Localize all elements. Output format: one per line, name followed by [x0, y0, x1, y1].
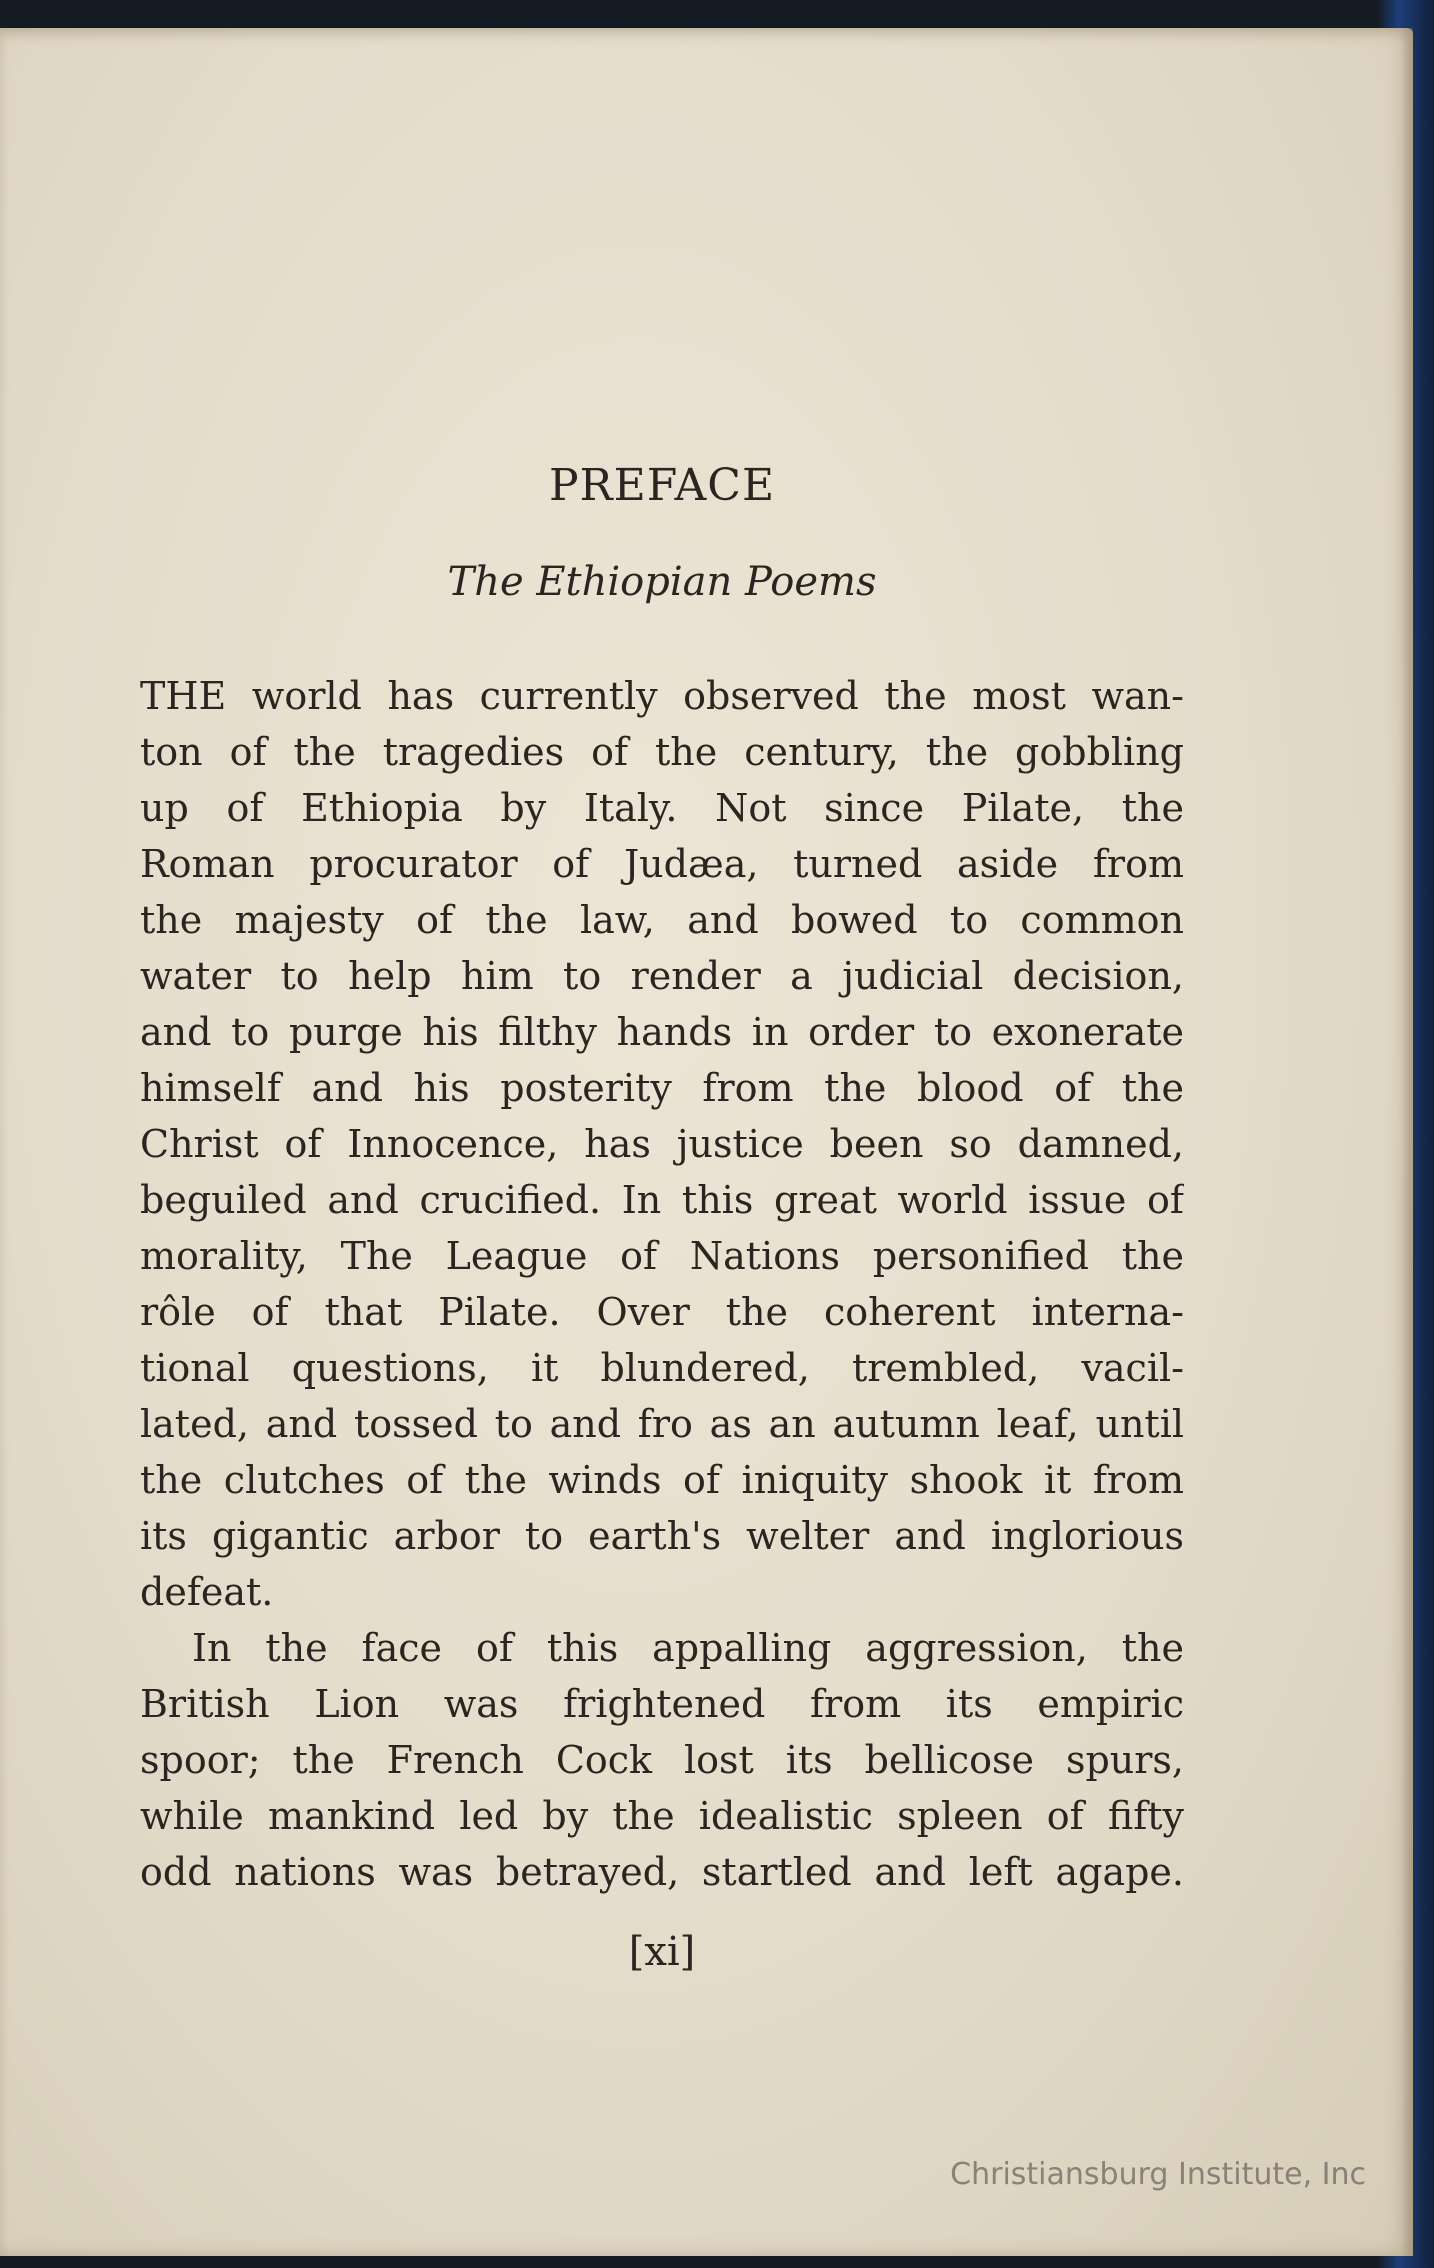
text-line: Christ of Innocence, has justice been so damned, — [140, 1122, 1184, 1166]
text-line: spoor; the French Cock lost its bellicose spurs, — [140, 1738, 1184, 1782]
book-page — [0, 28, 1413, 2256]
text-line: In the face of this appalling aggression, the — [192, 1626, 1184, 1670]
body-text — [140, 668, 1184, 1900]
text-line: ton of the tragedies of the century, the gobbling — [140, 730, 1184, 774]
text-line: rôle of that Pilate. Over the coherent interna- — [140, 1290, 1184, 1334]
text-line: THE world has currently observed the most wan- — [140, 674, 1184, 718]
text-line: the clutches of the winds of iniquity shook it from — [140, 1458, 1184, 1502]
text-line: tional questions, it blundered, trembled, vacil- — [140, 1346, 1184, 1390]
text-line: Roman procurator of Judæa, turned aside from — [140, 842, 1184, 886]
paragraph-2 — [140, 1620, 1184, 1900]
text-line: lated, and tossed to and fro as an autumn leaf, until — [140, 1402, 1184, 1446]
text-line: himself and his posterity from the blood of the — [140, 1066, 1184, 1110]
text-line: its gigantic arbor to earth's welter and inglorious — [140, 1514, 1184, 1558]
text-line: while mankind led by the idealistic spleen of fifty — [140, 1794, 1184, 1838]
text-line: the majesty of the law, and bowed to common — [140, 898, 1184, 942]
text-line: defeat. — [140, 1570, 274, 1614]
page-title: PREFACE — [548, 460, 776, 511]
text-line: beguiled and crucified. In this great world issue of — [140, 1178, 1184, 1222]
text-line: water to help him to render a judicial decision, — [140, 954, 1184, 998]
text-line: up of Ethiopia by Italy. Not since Pilate, the — [140, 786, 1184, 830]
page-edge-shadow — [1401, 28, 1413, 2256]
page-subtitle: The Ethiopian Poems — [447, 559, 877, 605]
text-line: odd nations was betrayed, startled and left agape. — [140, 1850, 1184, 1894]
text-line: British Lion was frightened from its empiric — [140, 1682, 1184, 1726]
text-block — [140, 428, 1184, 1982]
text-line: and to purge his filthy hands in order to exonerate — [140, 1010, 1184, 1054]
page-number: [xi] — [628, 1929, 696, 1975]
text-line: morality, The League of Nations personified the — [140, 1234, 1184, 1278]
watermark-text: Christiansburg Institute, Inc — [950, 2157, 1366, 2192]
paragraph-1 — [140, 668, 1184, 1620]
